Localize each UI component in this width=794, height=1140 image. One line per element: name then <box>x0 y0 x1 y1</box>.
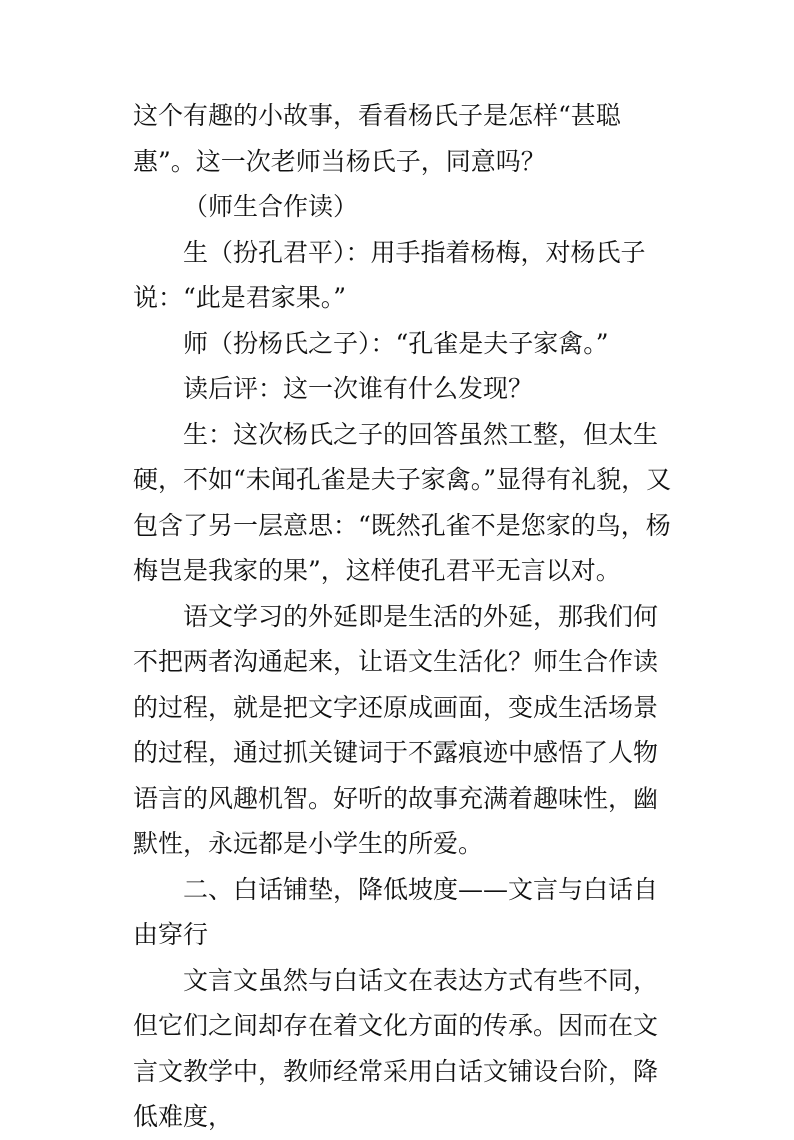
paragraph-4: 师（扮杨氏之子）：“孔雀是夫子家禽。” <box>183 328 609 358</box>
section-heading: 二、白话铺垫，降低坡度——文言与白话自由穿行 <box>133 874 659 949</box>
paragraph-1: 这个有趣的小故事，看看杨氏子是怎样“甚聪惠”。这一次老师当杨氏子，同意吗？ <box>133 101 621 176</box>
paragraph-3: 生（扮孔君平）：用手指着杨梅，对杨氏子说：“此是君家果。” <box>133 237 646 312</box>
paragraph-7: 语文学习的外延即是生活的外延，那我们何不把两者沟通起来，让语文生活化？师生合作读的过程，就是把文字还原成画面，变成生活场景的过程，通过抓关键词于不露痕迹中感悟了人物语言的风趣机智。好听的故事充满着趣味性，幽默性，永远都是小学生的所爱。 <box>133 601 659 858</box>
paragraph-9: 文言文虽然与白话文在表达方式有些不同，但它们之间却存在着文化方面的传承。因而在文言文教学中，教师经常采用白话文铺设台阶，降低难度， <box>133 965 659 1131</box>
paragraph-2: （师生合作读） <box>183 192 359 221</box>
document-page <box>133 93 678 1140</box>
paragraph-5: 读后评：这一次谁有什么发现？ <box>183 374 534 403</box>
paragraph-6: 生：这次杨氏之子的回答虽然工整，但太生硬，不如“未闻孔雀是夫子家禽。”显得有礼貌，又包含了另一层意思：“既然孔雀不是您家的鸟，杨梅岂是我家的果”，这样使孔君平无言以对。 <box>133 419 672 585</box>
